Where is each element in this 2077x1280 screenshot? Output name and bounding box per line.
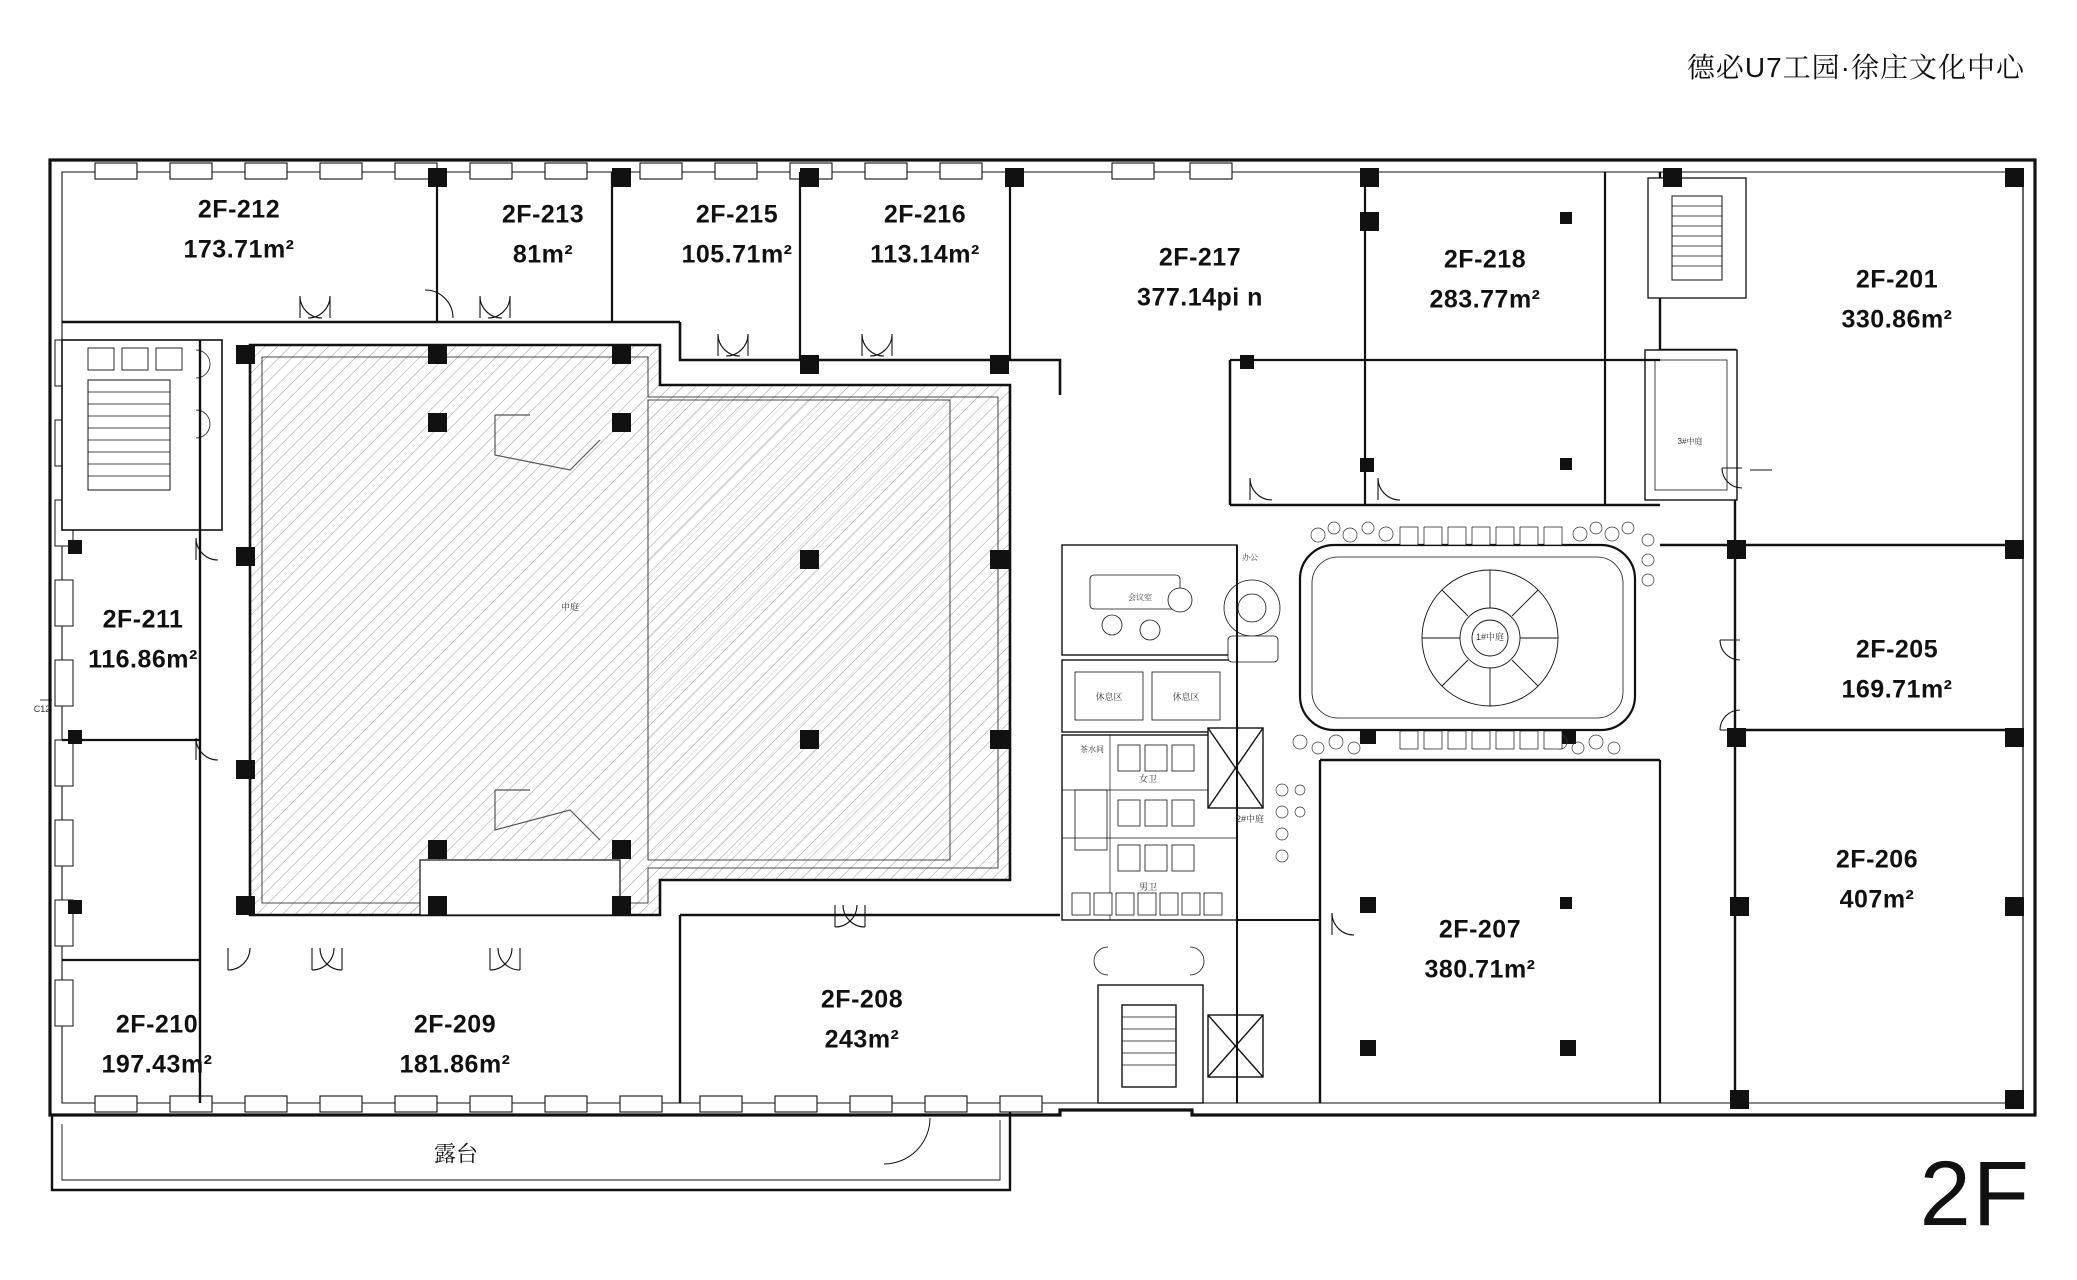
room-name: 2F-218 <box>1443 245 1527 274</box>
svg-text:C12: C12 <box>33 704 51 714</box>
room-label-2F-212[interactable] <box>183 193 294 267</box>
room-label-2F-207[interactable] <box>1424 913 1535 987</box>
room-name: 2F-206 <box>1835 845 1919 874</box>
room-label-2F-218[interactable] <box>1429 243 1540 317</box>
room-name: 2F-215 <box>695 200 779 229</box>
room-label-2F-211[interactable] <box>88 603 198 677</box>
room-label-2F-205[interactable] <box>1841 633 1952 707</box>
room-area: 283.77m² <box>1429 285 1541 313</box>
room-name: 2F-216 <box>883 200 967 229</box>
room-name: 2F-217 <box>1158 243 1242 272</box>
room-area: 377.14pi n <box>1137 283 1263 311</box>
svg-text:2#中庭: 2#中庭 <box>1235 814 1265 824</box>
room-name: 2F-212 <box>197 195 281 224</box>
room-area: 113.14m² <box>870 240 980 268</box>
room-name: 2F-208 <box>820 985 904 1014</box>
room-area: 330.86m² <box>1841 305 1953 333</box>
project-title: 德必U7工园·徐庄文化中心 <box>1686 52 2025 83</box>
room-label-2F-217[interactable] <box>1137 241 1263 315</box>
room-area: 173.71m² <box>183 235 295 263</box>
room-name: 2F-209 <box>413 1010 497 1039</box>
room-label-2F-201[interactable] <box>1841 263 1952 337</box>
room-label-2F-216[interactable] <box>870 198 980 272</box>
room-area: 116.86m² <box>88 645 198 673</box>
room-area: 81m² <box>512 240 574 268</box>
room-area: 243m² <box>824 1025 900 1053</box>
room-label-2F-215[interactable] <box>681 198 792 272</box>
svg-text:3#中庭: 3#中庭 <box>1677 437 1703 446</box>
terrace-label: 露台 <box>433 1141 479 1167</box>
room-name: 2F-210 <box>115 1010 199 1039</box>
svg-text:会议室: 会议室 <box>1128 593 1152 602</box>
room-label-2F-208[interactable] <box>821 983 903 1057</box>
room-name: 2F-211 <box>102 605 184 634</box>
room-area: 169.71m² <box>1841 675 1953 703</box>
room-label-2F-213[interactable] <box>502 198 584 272</box>
room-area: 197.43m² <box>101 1050 213 1078</box>
room-area: 181.86m² <box>399 1050 511 1078</box>
room-name: 2F-213 <box>501 200 585 229</box>
svg-text:茶水间: 茶水间 <box>1080 745 1104 754</box>
svg-text:1#中庭: 1#中庭 <box>1475 632 1505 642</box>
room-area: 105.71m² <box>681 240 793 268</box>
room-name: 2F-207 <box>1438 915 1522 944</box>
svg-text:女卫: 女卫 <box>1138 774 1158 784</box>
svg-text:办公: 办公 <box>1242 553 1258 562</box>
floor-badge: 2F <box>1919 1143 2031 1245</box>
svg-text:男卫: 男卫 <box>1138 882 1158 892</box>
room-label-2F-209[interactable] <box>399 1008 510 1082</box>
svg-text:休息区: 休息区 <box>1172 692 1200 702</box>
room-name: 2F-205 <box>1855 635 1939 664</box>
room-area: 380.71m² <box>1424 955 1536 983</box>
svg-text:休息区: 休息区 <box>1095 692 1123 702</box>
room-area: 407m² <box>1839 885 1915 913</box>
svg-text:中庭: 中庭 <box>560 602 580 612</box>
room-name: 2F-201 <box>1855 265 1939 294</box>
room-label-2F-206[interactable] <box>1836 843 1918 917</box>
room-label-2F-210[interactable] <box>101 1008 212 1082</box>
